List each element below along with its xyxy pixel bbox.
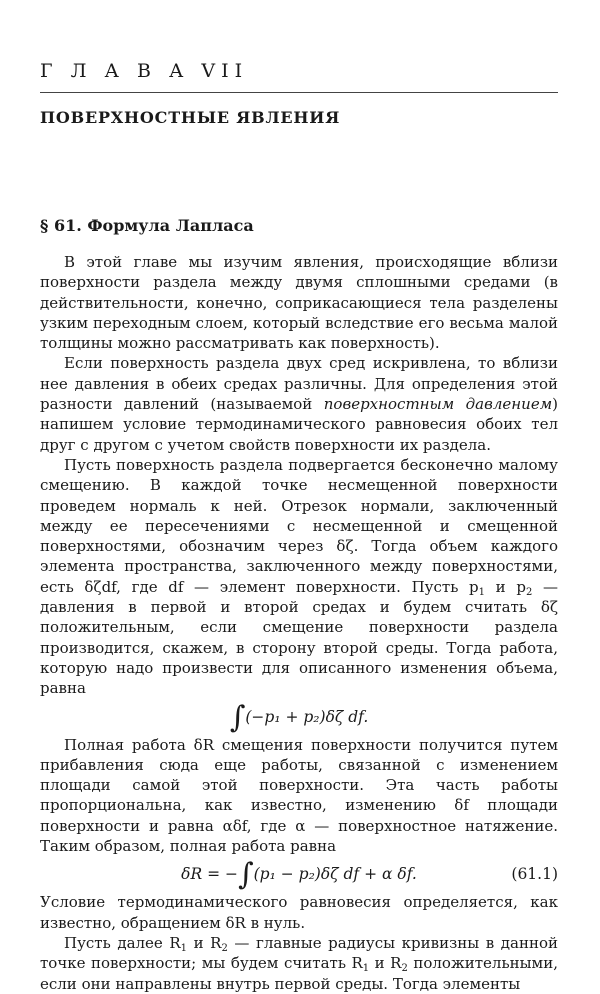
chapter-title: ПОВЕРХНОСТНЫЕ ЯВЛЕНИЯ (40, 108, 341, 127)
paragraph-5: Условие термодинамического равновесия определяется, как известно, обращением δR в нуль. (40, 893, 558, 932)
section-title: § 61. Формула Лапласа (40, 216, 254, 235)
paragraph-4: Полная работа δR смещения поверхности получится путем прибавления сюда еще работы, связанной с изменением площади самой этой поверхности. Эта часть работы пропорциональна, как известно, изменению δf площади поверхности и равна αδf, где α — поверхностное натяжение. Таким образом, полная работа равна (40, 735, 558, 856)
chapter-label: Г Л А В А VII (40, 60, 249, 82)
formula-body: (p₁ − p₂)δζ df + α δf. (253, 865, 417, 884)
paragraph-1: В этой главе мы изучим явления, происходящие вблизи поверхности раздела между двумя сплошными средами (в действительности, конечно, соприкасающиеся тела разделены узким переходным слоем, который вследствие его весьма малой толщины можно рассматривать как поверхность). (40, 253, 558, 353)
integral-sign: ∫ (229, 699, 246, 735)
integral-sign: ∫ (237, 857, 254, 893)
body-text (40, 252, 558, 994)
paragraph-3: Пусть поверхность раздела подвергается бесконечно малому смещению. В каждой точке несмещенной поверхности проведем нормаль к ней. Отрезок нормали, заключенный между ее пересечениями с несмещенной и смещенной поверхностями, обозначим через δζ. Тогда объем каждого элемента пространства, заключенного между поверхностями, есть δζdf, где df — элемент поверхности. Пусть $p_1$ и $p_2$ — давления в первой и второй средах и будем считать δζ положительным, если смещение поверхности раздела производится, скажем, в сторону второй среды. Тогда работа, которую надо произвести для описанного изменения объема, равна (40, 455, 558, 698)
formula-body: (−p₁ + p₂)δζ df. (245, 707, 369, 726)
formula-61-1 (40, 856, 558, 892)
equation-number: (61.1) (511, 865, 558, 884)
header-rule (40, 92, 558, 93)
emphasis-term: поверхностным давлением (323, 395, 553, 414)
formula-work-volume (40, 699, 558, 735)
formula-lhs: δR = − (181, 865, 238, 884)
paragraph-2: Если поверхность раздела двух сред искривлена, то вблизи нее давления в обеих средах различны. Для определения этой разности давлений (называемой поверхностным давлением) напишем условие термодинамического равновесия обоих тел друг с другом с учетом свойств поверхности их раздела. (40, 354, 558, 454)
paragraph-6: Пусть далее $R_1$ и $R_2$ — главные радиусы кривизны в данной точке поверхности; мы будем считать $R_1$ и $R_2$ положительными, если они направлены внутрь первой среды. Тогда элементы (40, 933, 558, 993)
